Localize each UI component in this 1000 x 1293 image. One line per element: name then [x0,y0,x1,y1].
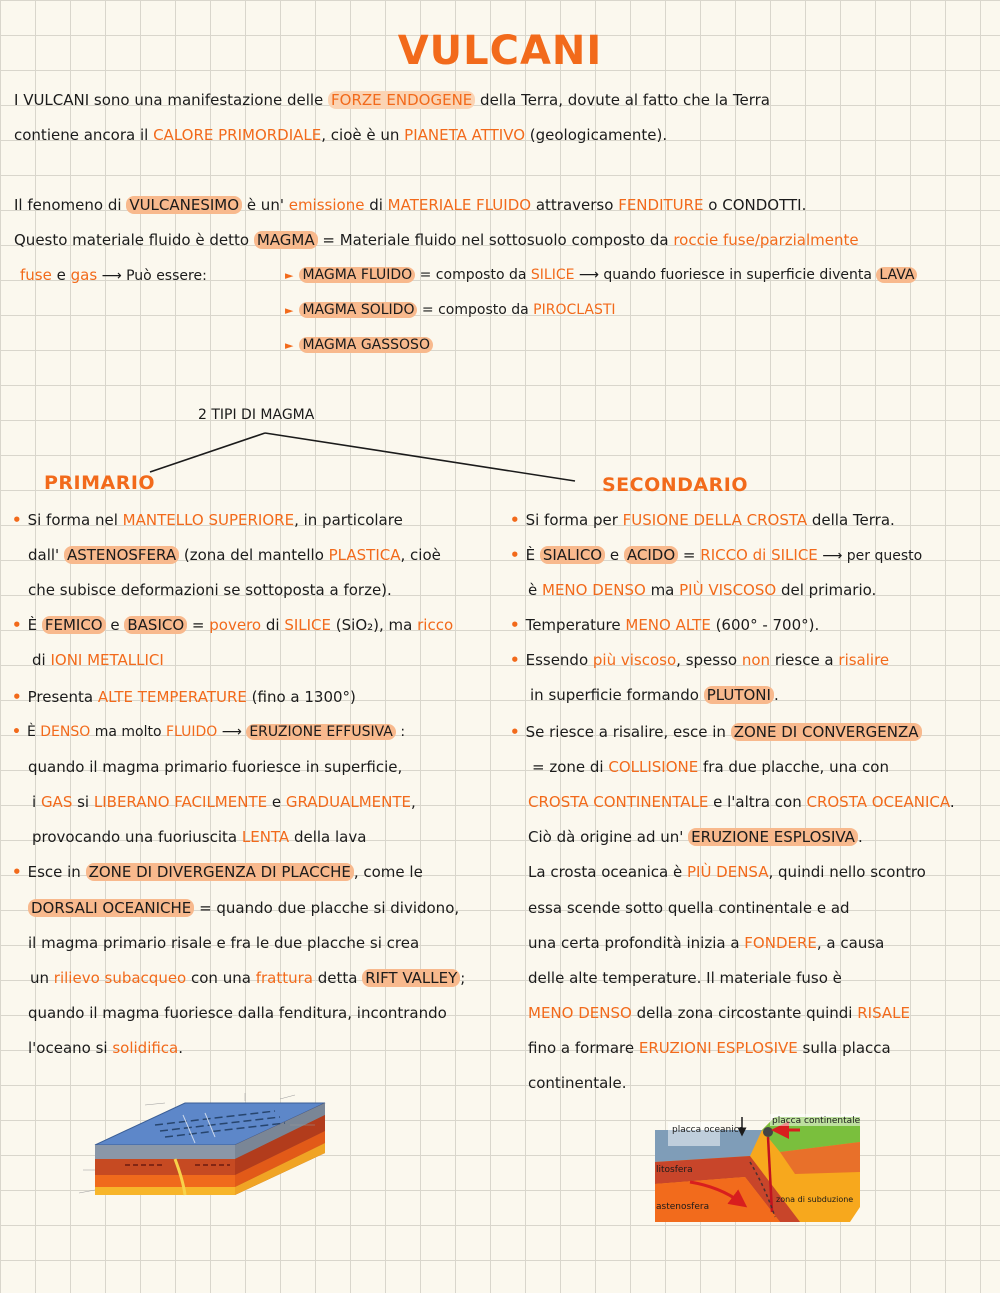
keyword-piroclasti: PIROCLASTI [533,302,616,318]
keyword-magma-fluido: MAGMA FLUIDO [299,267,415,283]
keyword: ERUZIONI ESPLOSIVE [638,1039,798,1057]
text: di [261,616,285,634]
primario-line-6 [12,687,356,707]
bullet-icon: • [510,546,520,564]
label-placca-continentale: placca continentale [772,1116,861,1126]
intro-text: contiene ancora il [14,126,154,144]
text: Il fenomeno di [14,196,127,214]
label-zona-subduzione: zona di subduzione [776,1195,854,1204]
keyword: ASTENOSFERA [64,546,179,564]
text: riesce a [770,651,839,669]
vulc-line-2 [14,230,859,250]
bullet-icon: • [12,688,22,706]
text: È [26,724,41,740]
text: della zona circostante quindi [631,1004,858,1022]
text: della lava [289,828,367,846]
primario-line-1 [12,510,403,530]
primario-line-16 [28,1038,183,1058]
text: , quindi nello scontro [768,863,926,881]
text: . [773,686,779,704]
text: = [678,546,701,564]
label-litosfera: litosfera [656,1165,693,1175]
keyword: SIALICO [540,546,605,564]
primario-line-14 [30,968,465,988]
text: sulla placca [797,1039,891,1057]
intro-text: , cioè è un [321,126,405,144]
bullet-icon: • [510,511,520,529]
secondario-line-4 [510,615,819,635]
vulc-line-3 [20,265,207,286]
keyword: RICCO di SILICE [700,546,818,564]
text: Si forma nel [27,511,123,529]
secondario-line-13 [528,933,884,953]
keyword: GAS [40,793,73,811]
secondario-line-1 [510,510,895,530]
keyword: BASICO [124,616,187,634]
text: ma molto [90,724,166,740]
secondario-line-9 [528,792,955,812]
keyword: RISALE [857,1004,910,1022]
subduzione-diagram [650,1112,865,1227]
intro-line-2 [14,125,667,145]
keyword: ZONE DI DIVERGENZA DI PLACCHE [86,863,354,881]
keyword: non [741,651,771,669]
triangle-bullet-icon: ► [285,339,294,352]
secondario-line-3 [528,580,876,600]
keyword: FLUIDO [165,724,218,740]
text: ⟶ [217,724,247,740]
secondario-line-15 [528,1003,910,1023]
text: detta [312,969,363,987]
text: = quando due placche si dividono, [194,899,460,917]
text: È [27,616,42,634]
keyword: ERUZIONE ESPLOSIVA [688,828,858,846]
text: dall' [28,546,64,564]
text: è un' [242,196,289,214]
text: ⟶ Può essere: [97,268,207,284]
secondario-line-5 [510,650,889,670]
primario-line-12 [28,898,459,918]
heading-secondario: SECONDARIO [602,474,748,496]
text: con una [186,969,256,987]
primario-line-4 [12,615,453,635]
keyword: IONI METALLICI [50,651,164,669]
secondario-line-6 [530,685,779,705]
text: ; [460,969,466,987]
keyword: MENO DENSO [528,1004,632,1022]
magma-item-gassoso [285,335,433,356]
keyword: ACIDO [624,546,678,564]
secondario-line-16 [528,1038,891,1058]
keyword: povero [209,616,262,634]
text: è [528,581,542,599]
magma-item-solido [285,300,616,321]
text: , in particolare [294,511,403,529]
keyword: PIÙ DENSA [686,863,769,881]
tree-lines [140,425,600,485]
text: attraverso [531,196,619,214]
text: , [410,793,416,811]
text: Ciò dà origine ad un' [528,828,689,846]
text: : [395,724,406,740]
keyword-lava: LAVA [876,267,917,283]
bullet-icon: • [510,616,520,634]
keyword-fuse: fuse [20,266,52,284]
primario-line-11 [12,862,423,882]
keyword: FUSIONE DELLA CROSTA [622,511,808,529]
text: fino a formare [528,1039,639,1057]
text: . [857,828,863,846]
text: = Materiale fluido nel sottosuolo composto da [317,231,674,249]
primario-line-9 [32,792,416,812]
intro-text: I VULCANI sono una manifestazione delle [14,91,329,109]
keyword-silice: SILICE [530,267,575,283]
bullet-icon: • [12,616,22,634]
text: Questo materiale fluido è detto [14,231,254,249]
secondario-line-11 [528,862,926,882]
text: ⟶ quando fuoriesce in superficie diventa [574,267,877,283]
triangle-bullet-icon: ► [285,269,294,282]
text: , a causa [816,934,885,952]
text: = [187,616,210,634]
text: (SiO₂), ma [331,616,418,634]
keyword: ZONE DI CONVERGENZA [731,723,922,741]
bullet-icon: • [12,863,22,881]
vulc-line-1 [14,195,806,215]
primario-line-2 [28,545,441,565]
keyword: DORSALI OCEANICHE [28,899,194,917]
primario-line-3: che subisce deformazioni se sottoposta a forze). [28,581,392,599]
text: , come le [353,863,423,881]
keyword: CROSTA OCEANICA [806,793,950,811]
text: . [178,1039,184,1057]
keyword-fenditure: FENDITURE [618,196,704,214]
text: = composto da [415,267,531,283]
label-astenosfera: astenosfera [656,1202,710,1212]
text: ⟶ per questo [817,548,923,564]
text: La crosta oceanica è [528,863,687,881]
text: Essendo [525,651,593,669]
keyword-materiale-fluido: MATERIALE FLUIDO [387,196,532,214]
keyword: più viscoso [592,651,677,669]
magma-item-fluido [285,265,917,286]
keyword-emissione: emissione [288,196,365,214]
keyword: ERUZIONE EFFUSIVA [246,724,396,740]
bullet-icon: • [12,511,22,529]
keyword: GRADUALMENTE [285,793,411,811]
keyword-vulcanesimo: VULCANESIMO [126,196,242,214]
keyword: MENO ALTE [625,616,711,634]
text: = zone di [532,758,609,776]
secondario-line-17: continentale. [528,1074,627,1092]
secondario-line-12: essa scende sotto quella continentale e ad [528,899,850,917]
text: provocando una fuoriuscita [32,828,242,846]
bullet-icon: • [12,724,21,740]
text: e [267,793,286,811]
keyword-calore-primordiale: CALORE PRIMORDIALE [153,126,322,144]
text: Presenta [27,688,98,706]
tipi-label: 2 TIPI DI MAGMA [198,407,315,423]
text: e [51,266,71,284]
keyword: DENSO [40,724,91,740]
text: (600° - 700°). [710,616,820,634]
keyword: LIBERANO FACILMENTE [93,793,268,811]
text: Temperature [525,616,626,634]
primario-line-10 [32,827,366,847]
text: un [30,969,54,987]
secondario-line-8 [532,757,889,777]
text: È [525,546,540,564]
keyword: RIFT VALLEY [362,969,460,987]
keyword: FEMICO [42,616,106,634]
keyword: risalire [838,651,890,669]
primario-line-15: quando il magma fuoriesce dalla fenditura, incontrando [28,1004,447,1022]
text: ma [645,581,680,599]
text: l'oceano si [28,1039,113,1057]
keyword-magma: MAGMA [254,231,318,249]
primario-line-8: quando il magma primario fuoriesce in superficie, [28,758,403,776]
keyword: solidifica [112,1039,179,1057]
text: si [72,793,94,811]
text: . [949,793,955,811]
keyword: MENO DENSO [542,581,646,599]
keyword: COLLISIONE [608,758,699,776]
bullet-icon: • [510,723,520,741]
text: , spesso [676,651,742,669]
text: , cioè [400,546,441,564]
keyword: PIÙ VISCOSO [679,581,777,599]
secondario-line-2 [510,545,922,566]
text: e l'altra con [708,793,807,811]
primario-line-7 [12,722,405,742]
keyword-forze-endogene: FORZE ENDOGENE [328,91,475,109]
intro-text: (geologicamente). [525,126,668,144]
keyword: CROSTA CONTINENTALE [528,793,709,811]
primario-line-5 [32,650,164,670]
text: Se riesce a risalire, esce in [525,723,731,741]
text: i [32,793,41,811]
text: del primario. [776,581,877,599]
bullet-icon: • [510,651,520,669]
text: in superficie formando [530,686,704,704]
text: Si forma per [525,511,623,529]
primario-line-13: il magma primario risale e fra le due placche si crea [28,934,420,952]
text: = composto da [417,302,534,318]
text: della Terra. [807,511,895,529]
keyword-roccie-fuse: roccie fuse/parzialmente [673,231,859,249]
text: una certa profondità inizia a [528,934,745,952]
text: e [105,616,125,634]
keyword: ricco [417,616,454,634]
keyword: SILICE [284,616,332,634]
text: e [605,546,624,564]
keyword: LENTA [241,828,290,846]
dorsale-oceanica-diagram [65,1085,335,1210]
heading-primario: PRIMARIO [44,472,156,494]
triangle-bullet-icon: ► [285,304,294,317]
intro-text: della Terra, dovute al fatto che la Terra [475,91,770,109]
text: Esce in [27,863,86,881]
keyword-gas: gas [70,266,98,284]
keyword: ALTE TEMPERATURE [97,688,247,706]
secondario-line-14: delle alte temperature. Il materiale fuso è [528,969,842,987]
keyword-pianeta-attivo: PIANETA ATTIVO [404,126,525,144]
text: (zona del mantello [179,546,329,564]
keyword: rilievo subacqueo [53,969,187,987]
label-placca-oceanica: placca oceanica [672,1125,745,1135]
secondario-line-7 [510,722,922,742]
intro-line-1 [14,90,770,110]
text: di [364,196,388,214]
keyword-magma-solido: MAGMA SOLIDO [299,302,417,318]
keyword: FONDERE [744,934,817,952]
secondario-line-10 [528,827,863,847]
keyword: PLASTICA [328,546,401,564]
keyword: frattura [255,969,313,987]
text: (fino a 1300°) [246,688,356,706]
text: di [32,651,51,669]
text: fra due placche, una con [698,758,889,776]
keyword: MANTELLO SUPERIORE [122,511,295,529]
text: o CONDOTTI. [703,196,807,214]
page-title: VULCANI [397,28,603,74]
keyword-magma-gassoso: MAGMA GASSOSO [299,337,433,353]
keyword: PLUTONI [704,686,774,704]
